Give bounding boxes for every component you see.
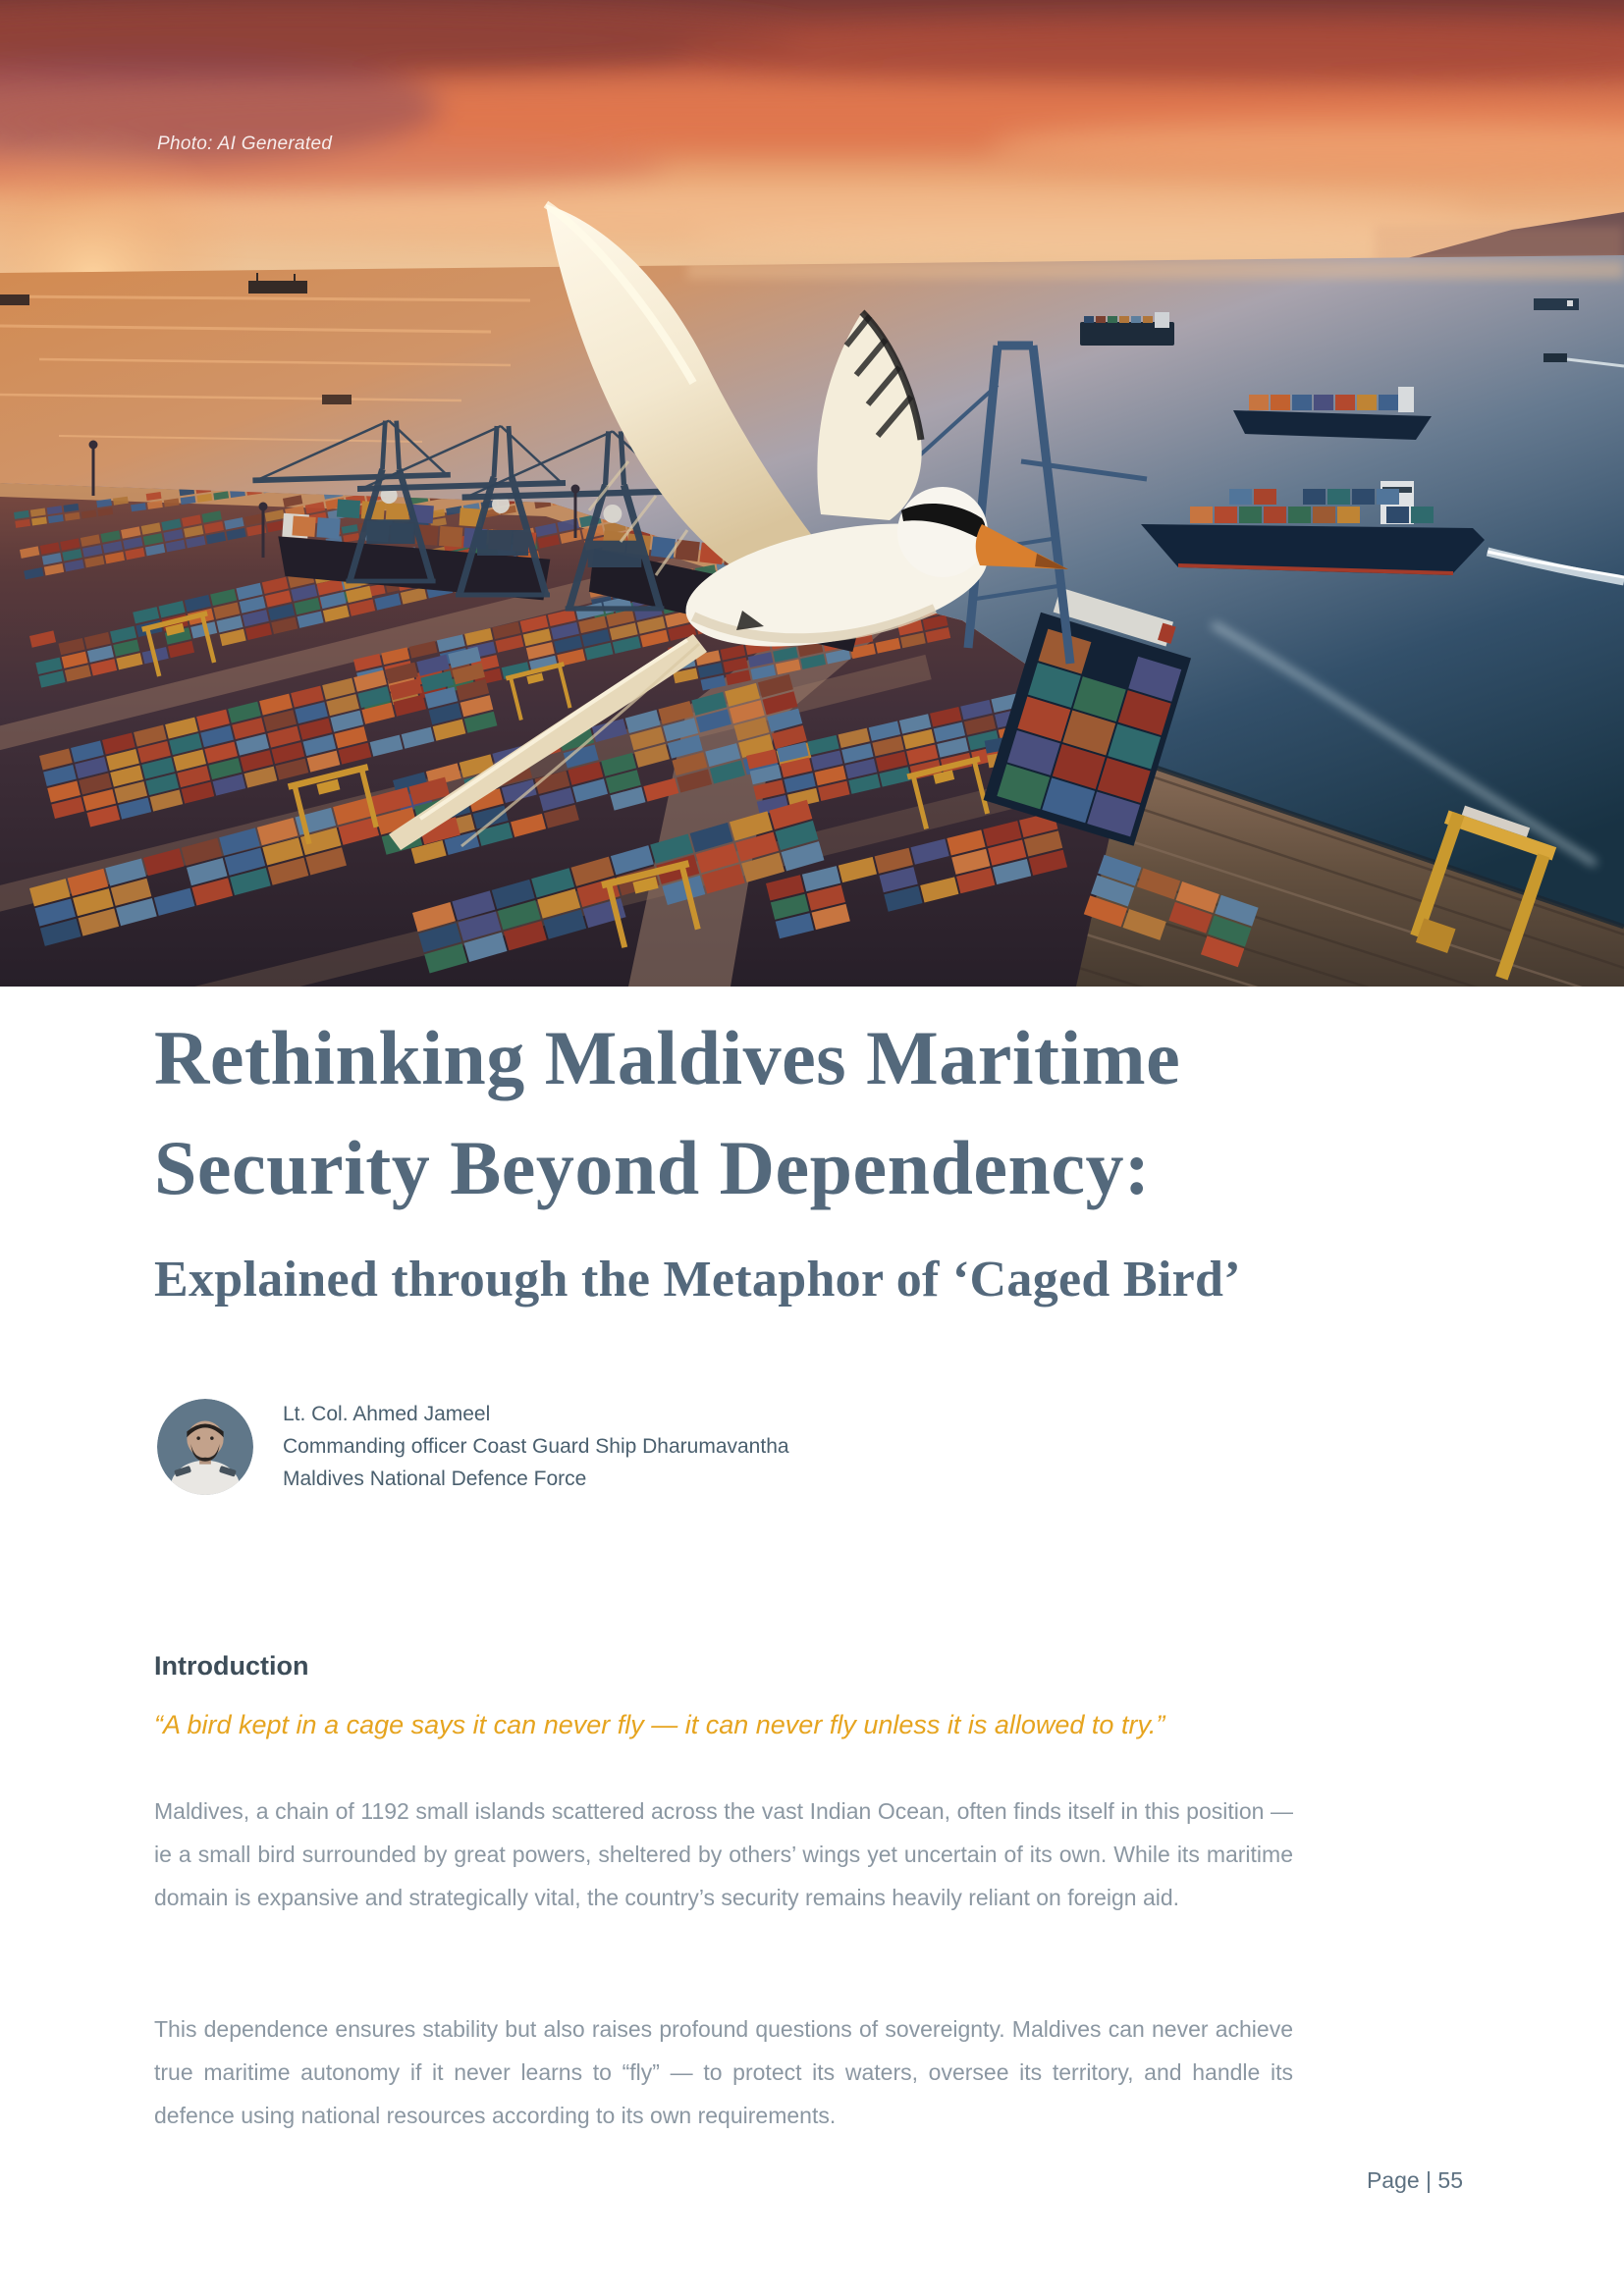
pull-quote: “A bird kept in a cage says it can never fly — it can never fly unless it is allowed to try.” bbox=[154, 1710, 1165, 1739]
page-title-line2: Security Beyond Dependency: bbox=[154, 1125, 1151, 1210]
author-block bbox=[157, 1398, 789, 1495]
page-title-line1: Rethinking Maldives Maritime bbox=[154, 1015, 1181, 1100]
author-portrait bbox=[157, 1399, 253, 1495]
author-name: Lt. Col. Ahmed Jameel bbox=[283, 1403, 491, 1425]
page-number: Page | 55 bbox=[1366, 2167, 1463, 2193]
body-paragraph: Maldives, a chain of 1192 small islands scattered across the vast Indian Ocean, often finds itself in this position — ie a small bird surrounded by great powers, sheltered by others’ wings yet uncertain of its own. While its maritime domain is expansive and strategically vital, the country’s security remains heavily reliant on foreign aid. bbox=[154, 1798, 1293, 1910]
body-paragraph: This dependence ensures stability but also raises profound questions of sovereignty. Maldives can never achieve true maritime autonomy if it never learns to “fly” — to protect its waters, oversee its territory, and handle its defence using national resources according to its own requirements. bbox=[154, 2016, 1293, 2128]
author-organization: Maldives National Defence Force bbox=[283, 1468, 587, 1490]
section-heading-introduction: Introduction bbox=[154, 1651, 309, 1681]
page-subtitle: Explained through the Metaphor of ‘Caged Bird’ bbox=[154, 1252, 1241, 1308]
photo-caption: Photo: AI Generated bbox=[157, 133, 333, 154]
article-title-block bbox=[154, 1003, 1440, 1309]
author-avatar bbox=[157, 1399, 253, 1495]
hero-image bbox=[0, 0, 1624, 987]
author-role: Commanding officer Coast Guard Ship Dharumavantha bbox=[283, 1435, 789, 1458]
